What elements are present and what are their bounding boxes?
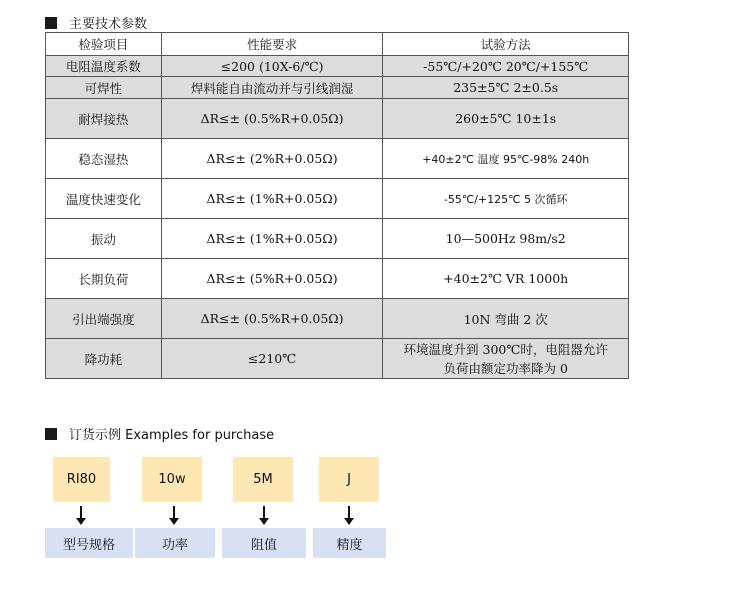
cell-item: 电阻温度系数 bbox=[46, 56, 162, 77]
cell-requirement: ≤200 (10X-6/℃) bbox=[161, 56, 383, 77]
cell-method: 10—500Hz 98m/s2 bbox=[383, 219, 629, 259]
table-row bbox=[46, 259, 629, 299]
cell-method: 260±5℃ 10±1s bbox=[383, 99, 629, 139]
cell-method: +40±2℃ 温度 95℃-98% 240h bbox=[383, 139, 629, 179]
table-row bbox=[46, 219, 629, 259]
cell-item: 引出端强度 bbox=[46, 299, 162, 339]
spec-section-title bbox=[45, 13, 147, 32]
label-tolerance: 精度 bbox=[313, 528, 386, 558]
spec-table bbox=[45, 32, 629, 379]
cell-method: 10N 弯曲 2 次 bbox=[383, 299, 629, 339]
header-item: 检验项目 bbox=[46, 33, 162, 56]
arrow-down-icon bbox=[258, 506, 270, 526]
label-model-spec: 型号规格 bbox=[45, 528, 133, 558]
example-code-resistance: 5M bbox=[233, 457, 293, 502]
table-row bbox=[46, 77, 629, 99]
cell-requirement: ΔR≤± (1%R+0.05Ω) bbox=[161, 179, 383, 219]
order-title-text: 订货示例 Examples for purchase bbox=[69, 428, 275, 443]
cell-requirement: ΔR≤± (1%R+0.05Ω) bbox=[161, 219, 383, 259]
cell-method: +40±2℃ VR 1000h bbox=[383, 259, 629, 299]
cell-item: 稳态湿热 bbox=[46, 139, 162, 179]
cell-method: -55℃/+20℃ 20℃/+155℃ bbox=[383, 56, 629, 77]
cell-method bbox=[383, 339, 629, 379]
cell-requirement: ≤210℃ bbox=[161, 339, 383, 379]
example-code-power: 10w bbox=[142, 457, 202, 502]
arrow-down-icon bbox=[75, 506, 87, 526]
cell-item: 耐焊接热 bbox=[46, 99, 162, 139]
example-code-tolerance: J bbox=[319, 457, 379, 502]
label-resistance: 阻值 bbox=[222, 528, 306, 558]
table-row bbox=[46, 139, 629, 179]
cell-method-line1: 环境温度升到 300℃时，电阻器允许 bbox=[403, 341, 608, 357]
cell-requirement: ΔR≤± (0.5%R+0.05Ω) bbox=[161, 99, 383, 139]
cell-item: 温度快速变化 bbox=[46, 179, 162, 219]
table-row bbox=[46, 339, 629, 379]
header-method: 试验方法 bbox=[383, 33, 629, 56]
label-power: 功率 bbox=[135, 528, 215, 558]
spec-title-text: 主要技术参数 bbox=[69, 17, 148, 32]
bullet-square-icon bbox=[45, 17, 57, 29]
cell-requirement: ΔR≤± (2%R+0.05Ω) bbox=[161, 139, 383, 179]
cell-item: 降功耗 bbox=[46, 339, 162, 379]
arrow-down-icon bbox=[168, 506, 180, 526]
cell-method: -55℃/+125℃ 5 次循环 bbox=[383, 179, 629, 219]
bullet-square-icon bbox=[45, 428, 57, 440]
table-row bbox=[46, 179, 629, 219]
table-header-row bbox=[46, 33, 629, 56]
cell-requirement: ΔR≤± (5%R+0.05Ω) bbox=[161, 259, 383, 299]
cell-method-line2: 负荷由额定功率降为 0 bbox=[443, 360, 568, 376]
table-row bbox=[46, 299, 629, 339]
cell-method: 235±5℃ 2±0.5s bbox=[383, 77, 629, 99]
cell-requirement: 焊料能自由流动并与引线润湿 bbox=[161, 77, 383, 99]
arrow-down-icon bbox=[343, 506, 355, 526]
table-row bbox=[46, 56, 629, 77]
table-row bbox=[46, 99, 629, 139]
order-section-title bbox=[45, 424, 274, 443]
cell-requirement: ΔR≤± (0.5%R+0.05Ω) bbox=[161, 299, 383, 339]
header-requirement: 性能要求 bbox=[161, 33, 383, 56]
cell-item: 长期负荷 bbox=[46, 259, 162, 299]
cell-item: 振动 bbox=[46, 219, 162, 259]
cell-item: 可焊性 bbox=[46, 77, 162, 99]
example-code-model: RI80 bbox=[53, 457, 110, 502]
